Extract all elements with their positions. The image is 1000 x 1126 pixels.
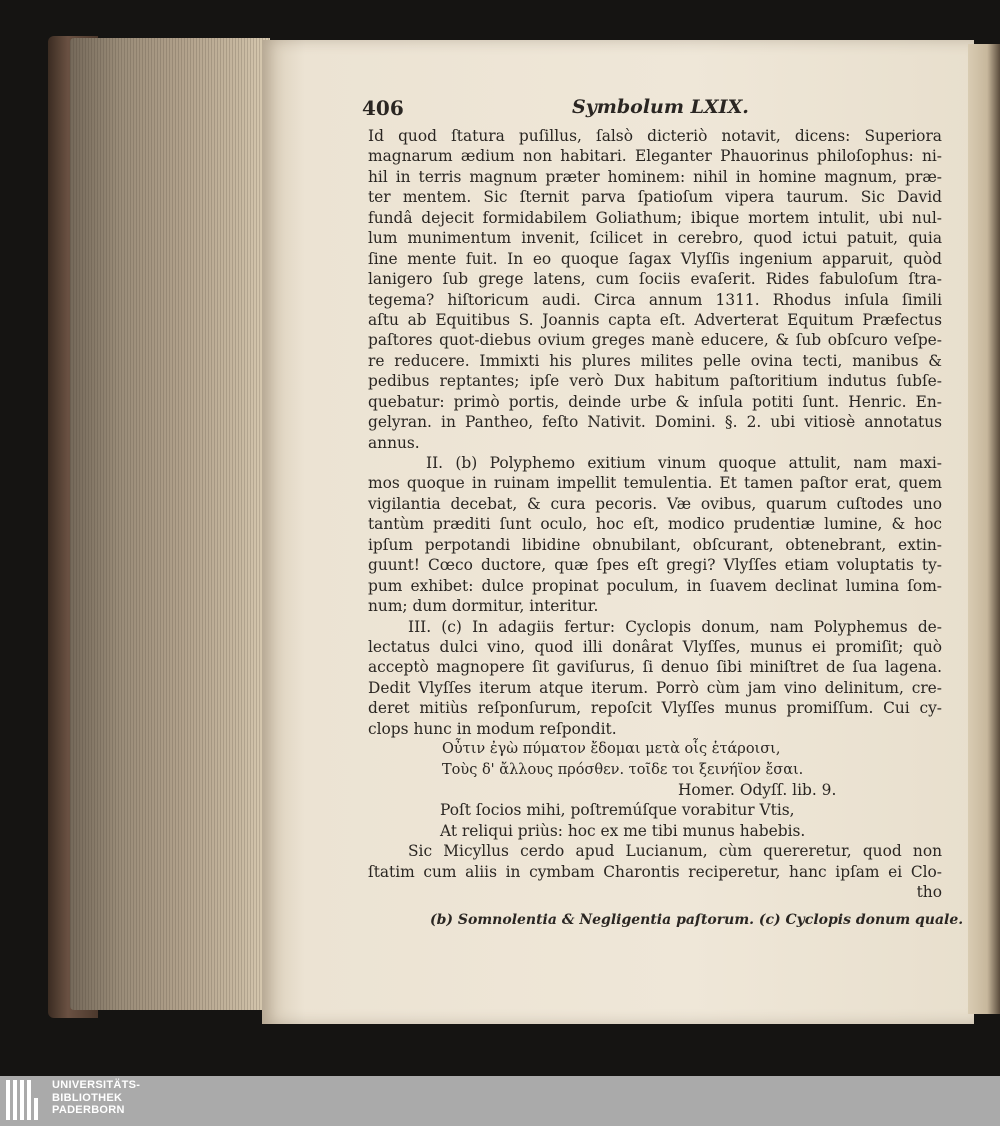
text-line: paſtores quot-diebus ovium greges manè educere, & ſub obſcuro veſpe-	[368, 331, 942, 350]
text-line: acceptò magnopere ſit gaviſurus, ſi denuo ſibi miniſtret de ſua lagena.	[368, 658, 942, 677]
text-line: tho	[916, 883, 942, 902]
text-line: III. (c) In adagiis fertur: Cyclopis donum, nam Polyphemus de-	[408, 617, 942, 636]
text-line: quebatur: primò portis, deinde urbe & inſula potiti ſunt. Henric. En-	[368, 392, 942, 411]
text-line: mos quoque in ruinam impellit temulentia. Et tamen paſtor erat, quem	[368, 474, 942, 493]
footnotes: (b) Somnolentia & Negligentia paſtorum. (c) Cyclopis donum quale.	[430, 912, 964, 928]
text-line: Id quod ſtatura puſillus, ſalsò dicteriò notavit, dicens: Superiora	[368, 127, 942, 145]
text-line: guunt! Cœco ductore, quæ ſpes eſt gregi? Vlyſſes etiam voluptatis ty-	[368, 556, 942, 575]
text-line: magnarum ædium non habitari. Eleganter Phauorinus philoſophus: ni-	[368, 147, 942, 166]
text-line: Poſt ſocios mihi, poſtremúſque vorabitur Vtis,	[440, 801, 795, 820]
text-line: Homer. Odyſſ. lib. 9.	[678, 781, 837, 799]
running-title: Symbolum LXIX.	[572, 96, 749, 118]
text-line: hil in terris magnum præter hominem: nihil in homine magnum, præ-	[368, 167, 942, 186]
library-name	[52, 1079, 140, 1117]
page-number: 406	[362, 96, 404, 120]
text-line: tegema? hiſtoricum audi. Circa annum 1311. Rhodus inſula ſimili	[368, 290, 942, 309]
text-line: vigilantia decebat, & cura pecoris. Væ ovibus, quarum cuſtodes uno	[368, 494, 942, 513]
library-name-line1: UNIVERSITÄTS-	[52, 1079, 141, 1091]
text-line: Sic Micyllus cerdo apud Lucianum, cùm quereretur, quod non	[408, 842, 942, 861]
text-line: II. (b) Polyphemo exitium vinum quoque attulit, nam maxi-	[426, 454, 942, 472]
right-page-edge	[968, 44, 1000, 1014]
page-edges	[70, 38, 270, 1010]
text-line: gelyran. in Pantheo, feſto Nativit. Domini. §. 2. ubi vitiosè annotatus	[368, 413, 942, 432]
text-line: num; dum dormitur, interitur.	[368, 597, 599, 616]
text-line: re reducere. Immixti his plures milites pelle ovina tecti, manibus &	[368, 351, 942, 370]
page-header	[362, 96, 782, 120]
page-body-text	[368, 126, 942, 903]
library-name-line3: PADERBORN	[52, 1104, 125, 1116]
text-line: ſtatim cum aliis in cymbam Charontis reciperetur, hanc ipſam ei Clo-	[368, 862, 942, 881]
text-line: annus.	[368, 433, 420, 452]
text-line: fundâ dejecit formidabilem Goliathum; ibique mortem intulit, ubi nul-	[368, 208, 942, 227]
library-logo-icon	[6, 1080, 44, 1120]
text-line: tantùm præditi ſunt oculo, hoc eſt, modico prudentiæ lumine, & hoc	[368, 515, 942, 534]
text-line: Τοὺς δ' ἄλλους πρόσθεν. τοῖδε τοι ξεινήϊον ἔσαι.	[442, 761, 804, 778]
text-line: Οὖτιν ἐγὼ πύματον ἔδομαι μετὰ οἷς ἑτάροισι,	[442, 741, 781, 758]
library-footer-bar	[0, 1076, 1000, 1126]
text-line: aſtu ab Equitibus S. Joannis capta eſt. Adverterat Equitum Præfectus	[368, 310, 942, 329]
text-line: lectatus dulci vino, quod illi donârat Vlyſſes, munus ei promiſit; quò	[368, 637, 942, 656]
text-line: clops hunc in modum reſpondit.	[368, 719, 617, 738]
text-line: lanigero ſub grege latens, cum ſociis evaſerit. Rides fabuloſum ſtra-	[368, 270, 942, 289]
text-line: lum munimentum invenit, ſcilicet in cerebro, quod ictui patuit, quia	[368, 229, 942, 248]
text-line: deret mitiùs reſponſurum, repoſcit Vlyſſes munus promiſſum. Cui cy-	[368, 699, 942, 718]
text-line: ipſum perpotandi libidine obnubilant, obſcurant, obtenebrant, extin-	[368, 535, 942, 554]
text-line: ter mentem. Sic ſternit parva ſpatioſum vipera taurum. Sic David	[368, 188, 942, 207]
text-line: ſine mente fuit. In eo quoque ſagax Vlyſſis ingenium apparuit, quòd	[368, 249, 942, 268]
text-line: At reliqui priùs: hoc ex me tibi munus habebis.	[440, 821, 806, 840]
text-line: pum exhibet: dulce propinat poculum, in ſuavem declinat lumina ſom-	[368, 576, 942, 595]
text-line: pedibus reptantes; ipſe verò Dux habitum paſtoritium indutus ſubſe-	[368, 372, 942, 391]
library-name-line2: BIBLIOTHEK	[52, 1091, 123, 1104]
text-line: Dedit Vlyſſes iterum atque iterum. Porrò cùm jam vino delinitum, cre-	[368, 678, 942, 697]
